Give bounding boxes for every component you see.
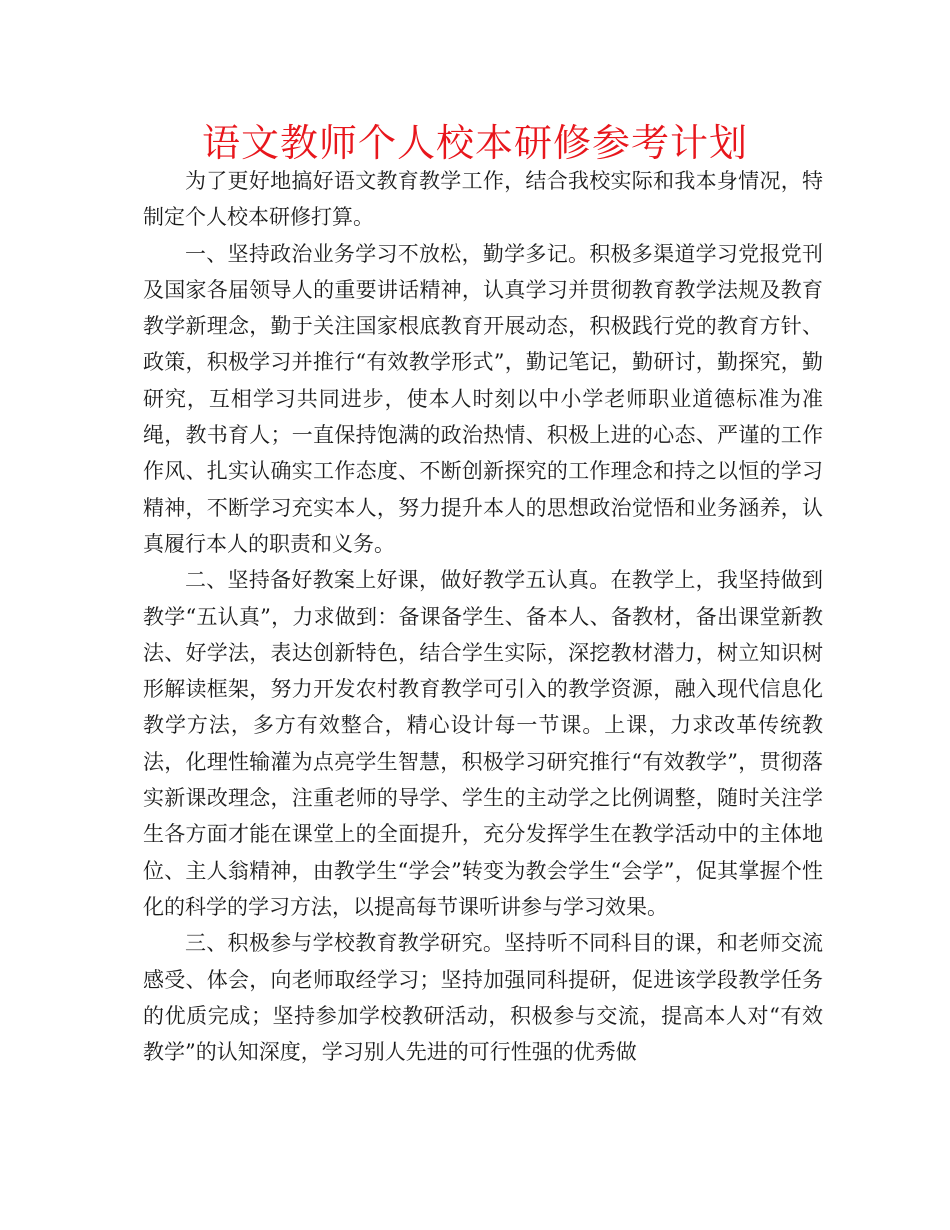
- section-one-paragraph: 一、坚持政治业务学习不放松，勤学多记。积极多渠道学习党报党刊及国家各届领导人的重要讲话精神，认真学习并贯彻教育教学法规及教育教学新理念，勤于关注国家根底教育开展动态，积极践行党的教育方针、政策，积极学习并推行“有效教学形式”，勤记笔记，勤研讨，勤探究，勤研究，互相学习共同进步，使本人时刻以中小学老师职业道德标准为准绳，教书育人；一直保持饱满的政治热情、积极上进的心态、严谨的工作作风、扎实认确实工作态度、不断创新探究的工作理念和持之以恒的学习精神，不断学习充实本人，努力提升本人的思想政治觉悟和业务涵养，认真履行本人的职责和义务。: [143, 241, 823, 556]
- section-three-paragraph: 三、积极参与学校教育教学研究。坚持听不同科目的课，和老师交流感受、体会，向老师取经学习；坚持加强同科提研，促进该学段教学任务的优质完成；坚持参加学校教研活动，积极参与交流，提高本人对“有效教学”的认知深度，学习别人先进的可行性强的优秀做: [143, 931, 823, 1065]
- document-body: [143, 163, 823, 1070]
- section-two-paragraph: 二、坚持备好教案上好课，做好教学五认真。在教学上，我坚持做到教学“五认真”，力求做到：备课备学生、备本人、备教材，备出课堂新教法、好学法，表达创新特色，结合学生实际，深挖教材潜力，树立知识树形解读框架，努力开发农村教育教学可引入的教学资源，融入现代信息化教学方法，多方有效整合，精心设计每一节课。上课，力求改革传统教法，化理性输灌为点亮学生智慧，积极学习研究推行“有效教学”，贯彻落实新课改理念，注重老师的导学、学生的主动学之比例调整，随时关注学生各方面才能在课堂上的全面提升，充分发挥学生在教学活动中的主体地位、主人翁精神，由教学生“学会”转变为教会学生“会学”，促其掌握个性化的科学的学习方法，以提高每节课听讲参与学习效果。: [143, 568, 823, 919]
- document-title: 语文教师个人校本研修参考计划: [201, 121, 748, 165]
- intro-paragraph: 为了更好地搞好语文教育教学工作，结合我校实际和我本身情况，特制定个人校本研修打算。: [143, 169, 823, 230]
